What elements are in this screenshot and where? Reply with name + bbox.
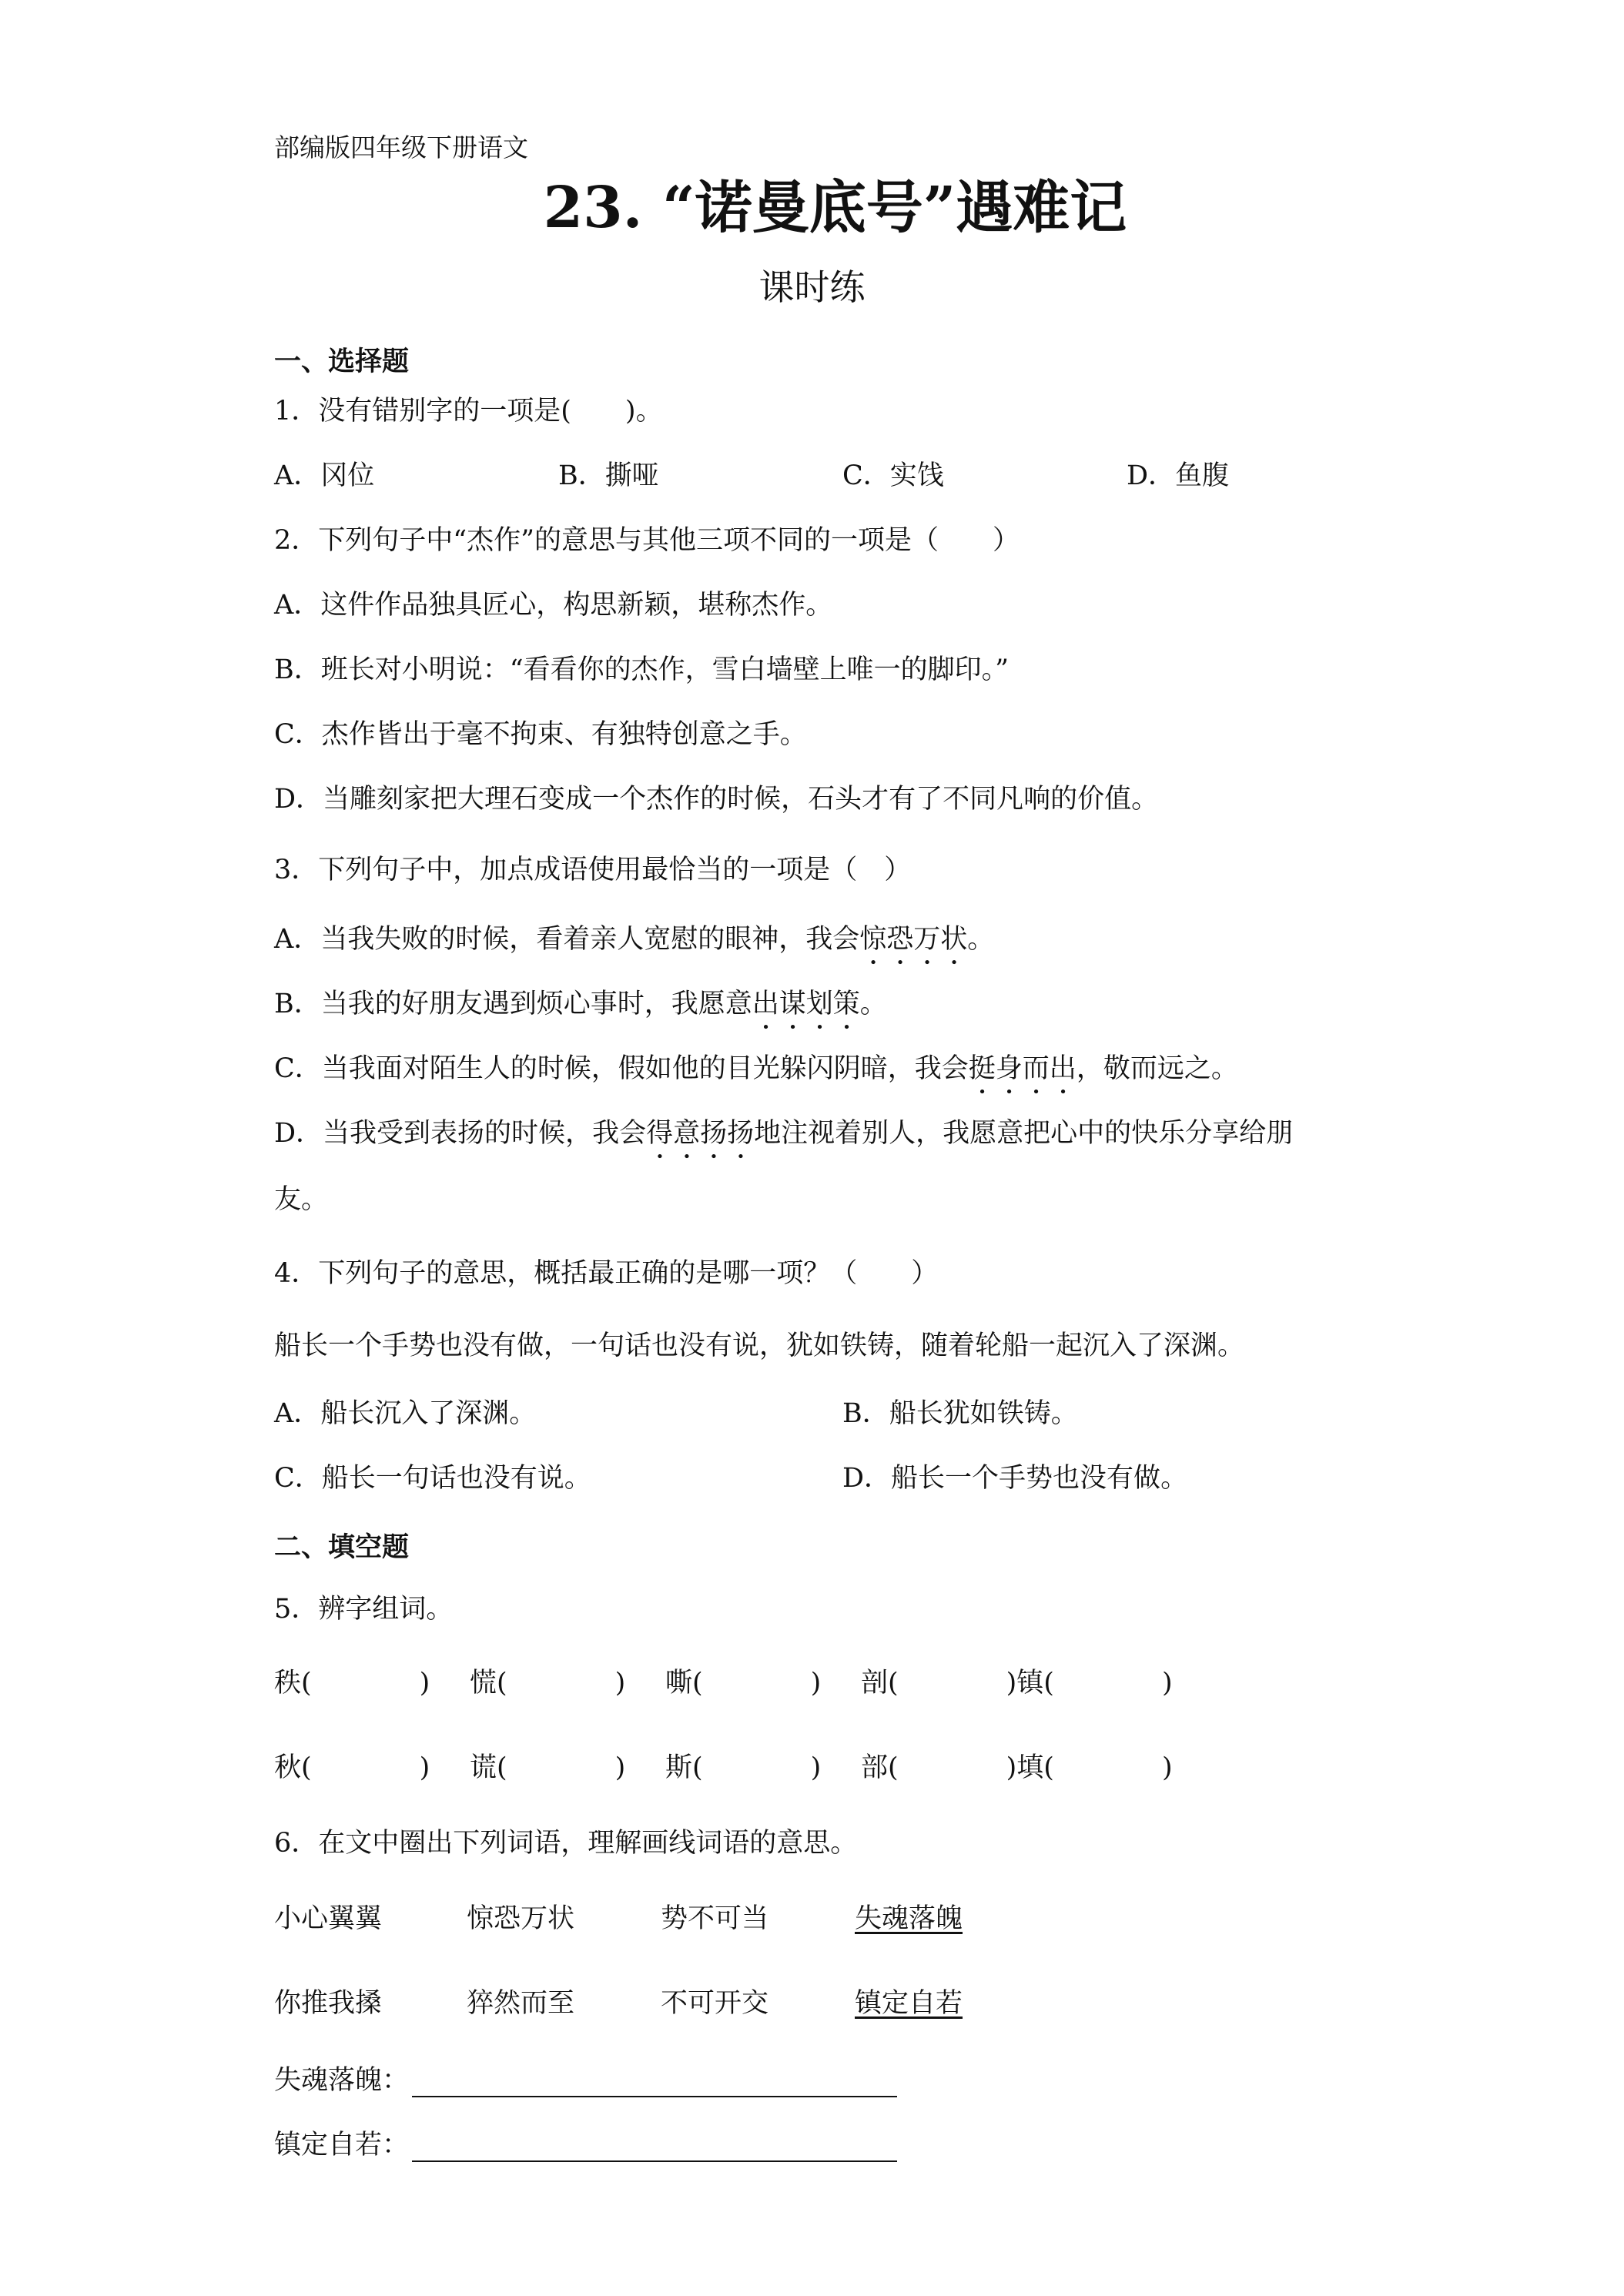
q2-option-d: D．当雕刻家把大理石变成一个杰作的时候，石头才有了不同凡响的价值。 [274,784,1159,815]
q6-word: 小心翼翼 [274,1903,383,1934]
q1-option-d: D．鱼腹 [1127,460,1230,491]
q4-option-c: C．船长一句话也没有说。 [274,1463,591,1494]
q6-fill-line-1 [274,2063,897,2097]
q3-stem: 3．下列句子中，加点成语使用最恰当的一项是（ ） [274,855,912,885]
q3-a-text: A．当我失败的时候，看着亲人宽慰的眼神，我会 [274,924,860,955]
q3-c-text: C．当我面对陌生人的时候，假如他的目光躲闪阴暗，我会 [274,1053,969,1084]
q2-option-b: B．班长对小明说：“看看你的杰作，雪白墙壁上唯一的脚印。” [274,654,1010,685]
section-heading-choice: 一、选择题 [274,346,410,377]
page-title: 23. “诺曼底号”遇难记 [543,175,1127,241]
q5-row2-item: 斯( ) [665,1752,822,1783]
q3-option-d [274,1116,1293,1165]
q4-stem: 4．下列句子的意思，概括最正确的是哪一项？（ ） [274,1258,939,1289]
q3-b-text: B．当我的好朋友遇到烦心事时，我愿意 [274,989,752,1019]
q6-word: 势不可当 [661,1903,769,1934]
answer-blank-1[interactable] [412,2071,897,2097]
page-subtitle: 课时练 [758,266,866,308]
q5-row1-item: 剖( )镇( ) [861,1668,1173,1699]
q2-option-c: C．杰作皆出于毫不拘束、有独特创意之手。 [274,719,807,750]
q3-b-end: 。 [859,989,887,1019]
q4-option-b: B．船长犹如铁铸。 [842,1398,1078,1429]
q6-fill-label-1: 失魂落魄： [274,2065,410,2096]
q3-d-text: D．当我受到表扬的时候，我会 [274,1118,647,1149]
q5-stem: 5．辨字组词。 [274,1594,454,1625]
q1-option-c: C．实饯 [842,460,944,491]
q5-row2-item: 秋( ) [274,1752,430,1783]
q4-sentence: 船长一个手势也没有做，一句话也没有说，犹如铁铸，随着轮船一起沉入了深渊。 [274,1330,1245,1361]
q5-row2-item: 部( )填( ) [861,1752,1173,1783]
q2-option-a: A．这件作品独具匠心，构思新颖，堪称杰作。 [274,590,833,621]
answer-blank-2[interactable] [412,2136,897,2162]
q2-stem: 2．下列句子中“杰作”的意思与其他三项不同的一项是（ ） [274,525,1020,556]
q6-underlined-word: 镇定自若 [855,1988,963,2019]
header-note: 部编版四年级下册语文 [274,132,528,162]
q5-row1-item: 慌( ) [470,1668,626,1699]
q4-option-a: A．船长沉入了深渊。 [274,1398,537,1429]
q5-row1-item: 嘶( ) [665,1668,822,1699]
q1-option-b: B．撕哑 [558,460,659,491]
q1-option-a: A．冈位 [274,460,375,491]
q3-a-dotted-idiom: 惊恐万状 [859,924,968,955]
q3-c-end: ，敬而远之。 [1076,1053,1238,1084]
q6-word: 猝然而至 [467,1988,575,2019]
q3-option-a [274,922,994,971]
q6-underlined-word: 失魂落魄 [855,1903,963,1934]
q6-word: 不可开交 [661,1988,769,2019]
q3-c-dotted-idiom: 挺身而出 [968,1053,1077,1084]
q5-row2-item: 谎( ) [470,1752,626,1783]
q3-d-end: 地注视着别人，我愿意把心中的快乐分享给朋 [754,1118,1294,1149]
q3-a-end: 。 [967,924,995,955]
q3-b-dotted-idiom: 出谋划策 [752,989,860,1019]
section-heading-fill: 二、填空题 [274,1531,410,1563]
q3-option-b [274,987,887,1036]
q6-fill-label-2: 镇定自若： [274,2130,410,2160]
q3-d-dotted-idiom: 得意扬扬 [646,1118,755,1149]
q6-stem: 6．在文中圈出下列词语，理解画线词语的意思。 [274,1828,858,1859]
q6-fill-line-2 [274,2128,897,2162]
q3-option-d-continued: 友。 [274,1184,329,1215]
q6-word: 你推我搡 [274,1988,383,2019]
q4-option-d: D．船长一个手势也没有做。 [842,1463,1188,1494]
q6-word: 惊恐万状 [467,1903,575,1934]
q5-row1-item: 秩( ) [274,1668,430,1699]
q3-option-c [274,1052,1238,1100]
q1-stem: 1．没有错别字的一项是( )。 [274,396,663,427]
